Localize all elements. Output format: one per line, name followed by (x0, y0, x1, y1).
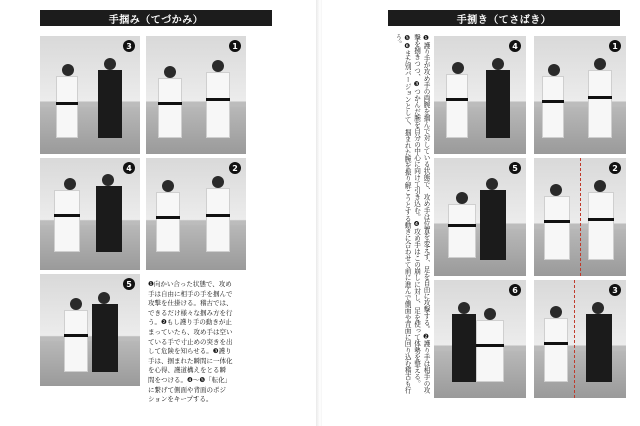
photo-number: 2 (229, 162, 241, 174)
photo-number: 4 (509, 40, 521, 52)
photo-5 (40, 274, 140, 386)
photo-number: 1 (609, 40, 621, 52)
photo-number: 1 (229, 40, 241, 52)
photo-number: 5 (509, 162, 521, 174)
left-page (0, 0, 318, 426)
photo-6 (434, 280, 526, 398)
photo-number: 3 (123, 40, 135, 52)
photo-5 (434, 158, 526, 276)
photo-2 (534, 158, 626, 276)
left-page-title: 手掴み（てづかみ） (40, 10, 272, 26)
photo-3 (534, 280, 626, 398)
header-cap-left (0, 0, 26, 32)
photo-2 (146, 158, 246, 270)
photo-number: 6 (509, 284, 521, 296)
photo-number: 4 (123, 162, 135, 174)
photo-1 (146, 36, 246, 154)
right-page (322, 0, 640, 426)
photo-4 (434, 36, 526, 154)
right-page-title: 手捌き（てさばき） (388, 10, 620, 26)
photo-1 (534, 36, 626, 154)
photo-3 (40, 36, 140, 154)
photo-number: 2 (609, 162, 621, 174)
photo-number: 5 (123, 278, 135, 290)
left-description: ❶向かい合った状態で、攻め 手は自由に相手の手を掴んで 攻撃を仕掛ける。稽古では、 できるだけ様々な掴み方を行 う。❷もし護り手の動きが止 まっていたら、攻め手は空い ている手で寸止めの突きを出 して危険を知らせる。❸護り 手は、掴まれた瞬間に一体化 を心得、護道構えをとる瞬 間をつける。❹〜❺「転化」 に繋げて側面や背面のポジ ションをキープする。 (148, 280, 233, 404)
photo-4 (40, 158, 140, 270)
right-description: ❶護り手が攻め手の両腕を掴んで対している状態で、攻め手は位置を変えず、足を自由に攻撃する。❷護り手は相手の攻撃を捌きつつ、❸つかんだ腕を自分の中心に向けて引き込む。❹攻め手はこの崩しに対し、足を使って体勢を整える。❺❻また別バージョンとして、掴まれた腕を振り解こうとする動きに合わせて前に進んで側面や背面に回り込む稽古も行う。 (393, 34, 430, 394)
photo-number: 3 (609, 284, 621, 296)
